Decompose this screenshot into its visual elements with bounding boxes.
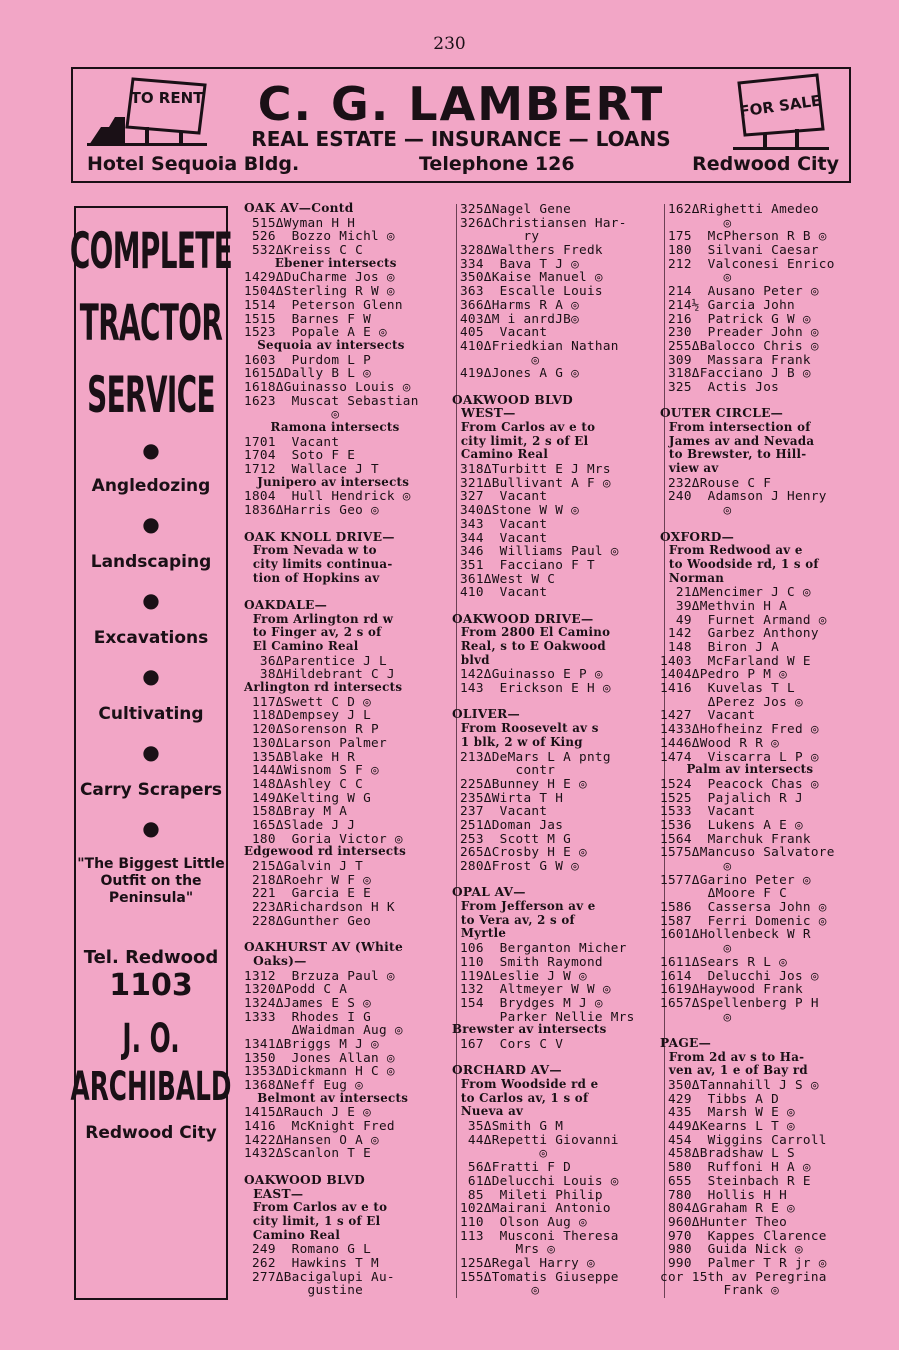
directory-entry: 225ΔBunney H E ◎ <box>452 775 587 791</box>
directory-entry: 334 Bava T J ◎ <box>452 255 580 271</box>
directory-entry: 180 Silvani Caesar <box>660 242 819 258</box>
directory-entry: 175 McPherson R B ◎ <box>660 228 827 244</box>
directory-entry: 36ΔParentice J L <box>244 652 387 668</box>
street-heading: Oaks)— <box>244 953 307 968</box>
ad-owner-initials: J. O. <box>122 1016 180 1062</box>
directory-entry: 213ΔDeMars L A pntg <box>452 748 611 764</box>
directory-entry: 1575ΔMancuso Salvatore <box>660 844 835 860</box>
directory-entry: 410 Vacant <box>452 584 548 600</box>
bullet-icon: ● <box>142 512 160 536</box>
directory-entry: 363 Escalle Louis <box>452 283 603 299</box>
directory-entry: 1577ΔGarino Peter ◎ <box>660 871 811 887</box>
directory-entry: 149ΔKelting W G <box>244 789 372 805</box>
street-description: blvd <box>452 652 490 667</box>
directory-entry: 110 Smith Raymond <box>452 953 603 969</box>
ad-word-service: SERVICE <box>87 366 215 424</box>
street-description: to Vera av, 2 s of <box>452 912 575 927</box>
street-description: Myrtle <box>452 926 507 941</box>
directory-entry: 218ΔRoehr W F ◎ <box>244 871 372 887</box>
directory-entry: 366ΔHarms R A ◎ <box>452 296 580 312</box>
street-description: Norman <box>660 570 725 585</box>
directory-entry: 1474 Viscarra L P ◎ <box>660 748 819 764</box>
directory-entry: 38ΔHildebrant C J <box>244 666 395 682</box>
street-description: From 2800 El Camino <box>452 625 611 640</box>
street-description: Camino Real <box>452 447 549 462</box>
directory-entry: 119ΔLeslie J W ◎ <box>452 967 587 983</box>
directory-entry: 344 Vacant <box>452 529 548 545</box>
directory-entry: 340ΔStone W W ◎ <box>452 502 580 518</box>
banner-company-name: C. G. LAMBERT <box>257 77 665 131</box>
directory-entry: 1533 Vacant <box>660 803 756 819</box>
directory-entry: 780 Hollis H H <box>660 1186 788 1202</box>
street-description: From Woodside rd e <box>452 1077 599 1091</box>
directory-entry: contr <box>452 762 556 778</box>
directory-entry: 158ΔBray M A <box>244 803 348 819</box>
intersection-note: Ramona intersects <box>244 420 400 434</box>
bullet-icon: ● <box>142 740 160 764</box>
street-heading: PAGE— <box>660 1035 712 1050</box>
directory-entry: ◎ <box>244 406 340 422</box>
bullet-icon: ● <box>142 588 160 612</box>
ad-service-item: Excavations <box>93 628 209 648</box>
directory-entry: 49 Furnet Armand ◎ <box>660 611 827 627</box>
directory-entry: ◎ <box>660 269 732 285</box>
directory-entry: ry <box>452 228 540 244</box>
directory-entry: 1601ΔHollenbeck W R <box>660 926 811 942</box>
directory-entry: 343 Vacant <box>452 515 548 531</box>
directory-entry: 1586 Cassersa John ◎ <box>660 899 827 915</box>
bullet-icon: ● <box>142 816 160 840</box>
street-description: 1 blk, 2 w of King <box>452 734 583 749</box>
directory-entry: 228ΔGunther Geo <box>244 912 372 928</box>
directory-entry: ◎ <box>660 858 732 873</box>
ad-owner-name: ARCHIBALD <box>70 1064 232 1110</box>
directory-entry: 1416 McKnight Fred <box>244 1118 395 1134</box>
directory-entry: 321ΔBullivant A F ◎ <box>452 474 611 490</box>
intersection-note: Belmont av intersects <box>244 1090 409 1105</box>
directory-entry: 326ΔChristiansen Har- <box>452 214 627 230</box>
directory-entry: 980 Guida Nick ◎ <box>660 1241 803 1257</box>
directory-entry: Mrs ◎ <box>452 1241 556 1257</box>
directory-entry: 1350 Jones Allan ◎ <box>244 1049 395 1065</box>
directory-entry: 39ΔMethvin H A <box>660 597 788 613</box>
ad-word-tractor: TRACTOR <box>79 294 223 352</box>
bullet-icon: ● <box>142 438 160 462</box>
directory-entry: 132 Altmeyer W W ◎ <box>452 981 611 997</box>
street-heading: OAK AV—Contd <box>244 201 354 215</box>
directory-entry: 85 Mileti Philip <box>452 1186 603 1202</box>
directory-entry: 351 Facciano F T <box>452 556 595 572</box>
street-description: From Redwood av e <box>660 543 803 558</box>
directory-entry <box>660 517 866 531</box>
directory-entry: 526 Bozzo Michl ◎ <box>244 228 395 244</box>
directory-entry <box>452 873 658 887</box>
directory-entry: 21ΔMencimer J C ◎ <box>660 584 811 600</box>
street-description: view av <box>660 461 719 476</box>
directory-entry: 1623 Muscat Sebastian <box>244 392 419 408</box>
directory-entry: 113 Musconi Theresa <box>452 1227 619 1243</box>
street-description: From Jefferson av e <box>452 899 596 914</box>
directory-entry: ΔPerez Jos ◎ <box>660 693 803 709</box>
to-rent-sign-text: TO RENT <box>130 89 204 107</box>
ad-slogan: "The Biggest Little Outfit on the Peninsula" <box>77 856 225 906</box>
directory-entry: 235ΔWirta T H <box>452 789 564 805</box>
directory-entry: ΔWaidman Aug ◎ <box>244 1022 403 1038</box>
street-heading: OXFORD— <box>660 529 735 544</box>
street-heading: OAKWOOD DRIVE— <box>452 611 594 626</box>
directory-entry: 318ΔTurbitt E J Mrs <box>452 461 611 477</box>
directory-entry: 61ΔDelucchi Louis ◎ <box>452 1172 619 1188</box>
street-description: city limit, 1 s of El <box>244 1213 381 1228</box>
directory-entry: 410ΔFriedkian Nathan <box>452 337 619 353</box>
street-description: From Arlington rd w <box>244 611 394 626</box>
banner-services: REAL ESTATE — INSURANCE — LOANS <box>251 127 671 151</box>
directory-entry: 1427 Vacant <box>660 707 756 723</box>
street-description: From intersection of <box>660 420 811 434</box>
street-heading: WEST— <box>452 406 516 421</box>
street-description: city limit, 2 s of El <box>452 433 589 448</box>
directory-entry: gustine <box>244 1282 364 1298</box>
directory-entry <box>452 380 658 394</box>
intersection-note: Sequoia av intersects <box>244 337 405 352</box>
directory-entry: 454 Wiggins Carroll <box>660 1131 827 1147</box>
directory-entry: 1416 Kuvelas T L <box>660 680 795 696</box>
directory-entry: 1704 Soto F E <box>244 447 356 463</box>
directory-entry: 419ΔJones A G ◎ <box>452 365 580 381</box>
directory-entry: 1320ΔPodd C A <box>244 981 348 997</box>
street-heading: EAST— <box>244 1186 304 1201</box>
street-description: to Carlos av, 1 s of <box>452 1090 589 1105</box>
directory-column-1 <box>244 202 450 1297</box>
directory-entry: 435 Marsh W E ◎ <box>660 1104 795 1120</box>
archibald-side-ad <box>69 206 233 1300</box>
directory-entry: 1564 Marchuk Frank <box>660 830 811 846</box>
page-number: 230 <box>433 34 466 54</box>
directory-entry: ◎ <box>660 502 732 518</box>
directory-entry: 215ΔGalvin J T <box>244 858 364 873</box>
directory-entry: 56ΔFratti F D <box>452 1159 572 1175</box>
ad-service-item: Landscaping <box>90 552 212 572</box>
ad-service-item: Cultivating <box>98 704 204 724</box>
directory-entry: 216 Patrick G W ◎ <box>660 310 811 326</box>
directory-entry: cor 15th av Peregrina <box>660 1268 827 1284</box>
directory-entry: 135ΔBlake H R <box>244 748 356 764</box>
directory-entry: 1368ΔNeff Eug ◎ <box>244 1077 364 1092</box>
directory-entry: 1415ΔRauch J E ◎ <box>244 1104 372 1120</box>
directory-entry: 328ΔWalthers Fredk <box>452 242 603 258</box>
directory-entry <box>452 695 658 709</box>
directory-entry: 970 Kappes Clarence <box>660 1227 827 1243</box>
directory-entry: 143 Erickson E H ◎ <box>452 680 611 696</box>
directory-entry: 162ΔRighetti Amedeo <box>660 201 819 216</box>
directory-entry: 102ΔMairani Antonio <box>452 1200 611 1216</box>
directory-entry: 142ΔGuinasso E P ◎ <box>452 666 603 682</box>
directory-entry: 580 Ruffoni H A ◎ <box>660 1159 811 1175</box>
ad-telephone-label: Tel. Redwood <box>83 947 219 968</box>
directory-entry: 1657ΔSpellenberg P H <box>660 994 819 1010</box>
directory-entry: 1712 Wallace J T <box>244 461 379 477</box>
directory-entry: 325ΔNagel Gene <box>452 201 572 216</box>
directory-entry: 327 Vacant <box>452 488 548 504</box>
directory-entry: 515ΔWyman H H <box>244 214 356 230</box>
street-heading: OAKWOOD BLVD <box>244 1172 366 1187</box>
directory-entry: ◎ <box>452 351 540 367</box>
ad-telephone-number: 1103 <box>109 968 193 1003</box>
street-description: From Carlos av e to <box>244 1200 388 1215</box>
directory-entry: 1587 Ferri Domenic ◎ <box>660 912 827 928</box>
directory-entry: 429 Tibbs A D <box>660 1090 780 1106</box>
banner-city: Redwood City <box>692 153 839 175</box>
banner-telephone: Telephone 126 <box>419 153 575 175</box>
directory-entry: 214½ Garcia John <box>660 296 795 312</box>
directory-entry: Frank ◎ <box>660 1282 780 1298</box>
directory-entry: 251ΔDoman Jas <box>452 816 564 832</box>
directory-entry: 110 Olson Aug ◎ <box>452 1213 587 1229</box>
street-description: to Brewster, to Hill- <box>660 447 807 462</box>
intersection-note: Arlington rd intersects <box>244 680 403 695</box>
directory-entry: 655 Steinbach R E <box>660 1172 811 1188</box>
directory-entry: 1422ΔHansen O A ◎ <box>244 1131 379 1147</box>
directory-entry: 1515 Barnes F W <box>244 310 372 326</box>
directory-entry: ◎ <box>660 940 732 956</box>
directory-entry: 1614 Delucchi Jos ◎ <box>660 967 819 983</box>
street-description: Real, s to E Oakwood <box>452 639 606 653</box>
directory-entry: 1603 Purdom L P <box>244 351 372 367</box>
directory-entry: 1804 Hull Hendrick ◎ <box>244 488 411 504</box>
directory-entry: 255ΔBalocco Chris ◎ <box>660 337 819 353</box>
ad-city: Redwood City <box>85 1123 217 1143</box>
street-description: tion of Hopkins av <box>244 570 380 585</box>
intersection-note: Palm av intersects <box>660 762 814 777</box>
directory-entry: ◎ <box>660 1008 732 1024</box>
street-description: city limits continua- <box>244 556 393 571</box>
directory-entry: 1701 Vacant <box>244 433 340 449</box>
street-heading: OPAL AV— <box>452 885 526 900</box>
directory-entry: 1353ΔDickmann H C ◎ <box>244 1063 395 1079</box>
street-description: ven av, 1 e of Bay rd <box>660 1063 808 1078</box>
street-description: to Finger av, 2 s of <box>244 625 382 640</box>
directory-entry: 223ΔRichardson H K <box>244 899 395 915</box>
directory-entry: 118ΔDempsey J L <box>244 707 372 723</box>
directory-entry <box>244 1160 450 1174</box>
directory-entry: 130ΔLarson Palmer <box>244 734 387 750</box>
directory-entry <box>452 1051 658 1065</box>
directory-entry <box>244 517 450 531</box>
directory-entry: 35ΔSmith G M <box>452 1118 564 1134</box>
directory-entry: 148 Biron J A <box>660 639 780 654</box>
street-description: to Woodside rd, 1 s of <box>660 556 819 571</box>
directory-column-2 <box>452 202 658 1297</box>
directory-entry: 1611ΔSears R L ◎ <box>660 953 788 969</box>
street-description: Camino Real <box>244 1227 341 1242</box>
directory-entry: 458ΔBradshaw L S <box>660 1145 795 1161</box>
directory-entry: 960ΔHunter Theo <box>660 1213 788 1229</box>
street-heading: OUTER CIRCLE— <box>660 406 784 421</box>
directory-entry: 277ΔBacigalupi Au- <box>244 1268 395 1284</box>
directory-entry: 1514 Peterson Glenn <box>244 296 403 312</box>
directory-entry: 214 Ausano Peter ◎ <box>660 283 819 299</box>
directory-entry <box>660 394 866 408</box>
directory-entry: 318ΔFacciano J B ◎ <box>660 365 811 381</box>
directory-entry: 990 Palmer T R jr ◎ <box>660 1254 827 1270</box>
directory-entry: 237 Vacant <box>452 803 548 819</box>
directory-entry: 144ΔWisnom S F ◎ <box>244 762 379 778</box>
directory-entry: 120ΔSorenson R P <box>244 721 379 737</box>
street-heading: OAKHURST AV (White <box>244 940 404 955</box>
street-description: Nueva av <box>452 1104 524 1119</box>
directory-entry: 325 Actis Jos <box>660 378 780 394</box>
intersection-note: Edgewood rd intersects <box>244 844 407 859</box>
directory-entry: 265ΔCrosby H E ◎ <box>452 844 587 860</box>
street-description: From Roosevelt av s <box>452 721 599 736</box>
directory-entry: 1615ΔDally B L ◎ <box>244 365 372 381</box>
directory-entry: 117ΔSwett C D ◎ <box>244 693 372 709</box>
directory-entry: 1432ΔScanlon T E <box>244 1145 372 1161</box>
directory-column-3 <box>660 202 866 1297</box>
directory-entry: 1619ΔHaywood Frank <box>660 981 803 997</box>
intersection-note: Junipero av intersects <box>244 474 410 489</box>
directory-entry: 350ΔTannahill J S ◎ <box>660 1077 819 1092</box>
directory-entry: 232ΔRouse C F <box>660 474 772 490</box>
directory-entry: ◎ <box>452 1145 548 1161</box>
directory-entry: 165ΔSlade J J <box>244 816 356 832</box>
directory-entry: ◎ <box>660 214 732 230</box>
directory-entry: 44ΔRepetti Giovanni <box>452 1131 619 1147</box>
street-heading: OAK KNOLL DRIVE— <box>244 529 395 544</box>
directory-entry: 106 Berganton Micher <box>452 940 627 956</box>
directory-entry: 253 Scott M G <box>452 830 572 846</box>
directory-entry: 405 Vacant <box>452 324 548 340</box>
lambert-banner-ad <box>71 67 851 183</box>
directory-entry: 804ΔGraham R E ◎ <box>660 1200 795 1216</box>
street-description: El Camino Real <box>244 639 359 653</box>
directory-entry: 1446ΔWood R R ◎ <box>660 734 780 750</box>
street-heading: OAKDALE— <box>244 597 328 612</box>
directory-entry: 1429ΔDuCharme Jos ◎ <box>244 269 395 285</box>
directory-entry: 1836ΔHarris Geo ◎ <box>244 502 379 518</box>
street-description: From Nevada w to <box>244 543 377 558</box>
directory-entry: ΔMoore F C <box>660 885 788 901</box>
street-description: From Carlos av e to <box>452 420 596 434</box>
directory-entry: 346 Williams Paul ◎ <box>452 543 619 559</box>
directory-entry: 148ΔAshley C C <box>244 775 364 791</box>
directory-entry: 1524 Peacock Chas ◎ <box>660 775 819 791</box>
directory-entry: 1525 Pajalich R J <box>660 789 803 805</box>
directory-entry: 212 Valconesi Enrico <box>660 255 835 271</box>
directory-entry: 221 Garcia E E <box>244 885 372 901</box>
directory-entry: 1504ΔSterling R W ◎ <box>244 283 395 299</box>
directory-entry: 155ΔTomatis Giuseppe <box>452 1268 619 1284</box>
street-heading: ORCHARD AV— <box>452 1063 562 1078</box>
directory-entry: Parker Nellie Mrs <box>452 1008 635 1024</box>
directory-entry: 449ΔKearns L T ◎ <box>660 1118 795 1134</box>
directory-entry: 309 Massara Frank <box>660 351 811 367</box>
directory-entry: 1324ΔJames E S ◎ <box>244 994 372 1010</box>
directory-entry: 230 Preader John ◎ <box>660 324 819 340</box>
directory-entry: 142 Garbez Anthony <box>660 625 819 641</box>
directory-entry: 1618ΔGuinasso Louis ◎ <box>244 378 411 394</box>
directory-entry <box>244 927 450 941</box>
directory-entry: 532ΔKreiss C C <box>244 242 364 258</box>
directory-entry: 403ΔM i anrdJB◎ <box>452 310 580 326</box>
directory-entry: 1404ΔPedro P M ◎ <box>660 666 788 682</box>
street-heading: OAKWOOD BLVD <box>452 392 574 407</box>
directory-entry: ◎ <box>452 1282 540 1298</box>
directory-entry: 350ΔKaise Manuel ◎ <box>452 269 603 285</box>
directory-entry: 1433ΔHofheinz Fred ◎ <box>660 721 819 737</box>
directory-entry: 249 Romano G L <box>244 1241 372 1257</box>
directory-entry: 1536 Lukens A E ◎ <box>660 816 803 832</box>
directory-entry: 1403 McFarland W E <box>660 652 811 668</box>
directory-entry: 240 Adamson J Henry <box>660 488 827 504</box>
directory-entry: 262 Hawkins T M <box>244 1254 379 1270</box>
directory-entry: 125ΔRegal Harry ◎ <box>452 1254 595 1270</box>
for-sale-sign-text: FOR SALE <box>738 91 823 121</box>
directory-entry <box>452 599 658 613</box>
directory-entry: 167 Cors C V <box>452 1035 564 1051</box>
directory-entry: 154 Brydges M J ◎ <box>452 994 603 1010</box>
street-heading: OLIVER— <box>452 707 521 722</box>
ad-service-item: Angledozing <box>91 476 211 496</box>
directory-entry: 1341ΔBriggs M J ◎ <box>244 1035 379 1051</box>
street-description: From 2d av s to Ha- <box>660 1049 805 1064</box>
directory-entry: 280ΔFrost G W ◎ <box>452 858 580 873</box>
intersection-note: Ebener intersects <box>244 255 397 270</box>
ad-word-complete: COMPLETE <box>69 222 233 280</box>
directory-entry: 180 Goria Victor ◎ <box>244 830 403 846</box>
directory-entry: 1333 Rhodes I G <box>244 1008 372 1024</box>
directory-entry <box>660 1023 866 1037</box>
ad-service-item: Carry Scrapers <box>79 780 223 800</box>
banner-address: Hotel Sequoia Bldg. <box>87 153 300 175</box>
directory-entry: 361ΔWest W C <box>452 570 556 586</box>
street-description: James av and Nevada <box>660 433 815 448</box>
directory-entry: 1312 Brzuza Paul ◎ <box>244 967 395 983</box>
directory-entry <box>244 585 450 599</box>
intersection-note: Brewster av intersects <box>452 1022 607 1037</box>
bullet-icon: ● <box>142 664 160 688</box>
directory-entry: 1523 Popale A E ◎ <box>244 324 387 340</box>
